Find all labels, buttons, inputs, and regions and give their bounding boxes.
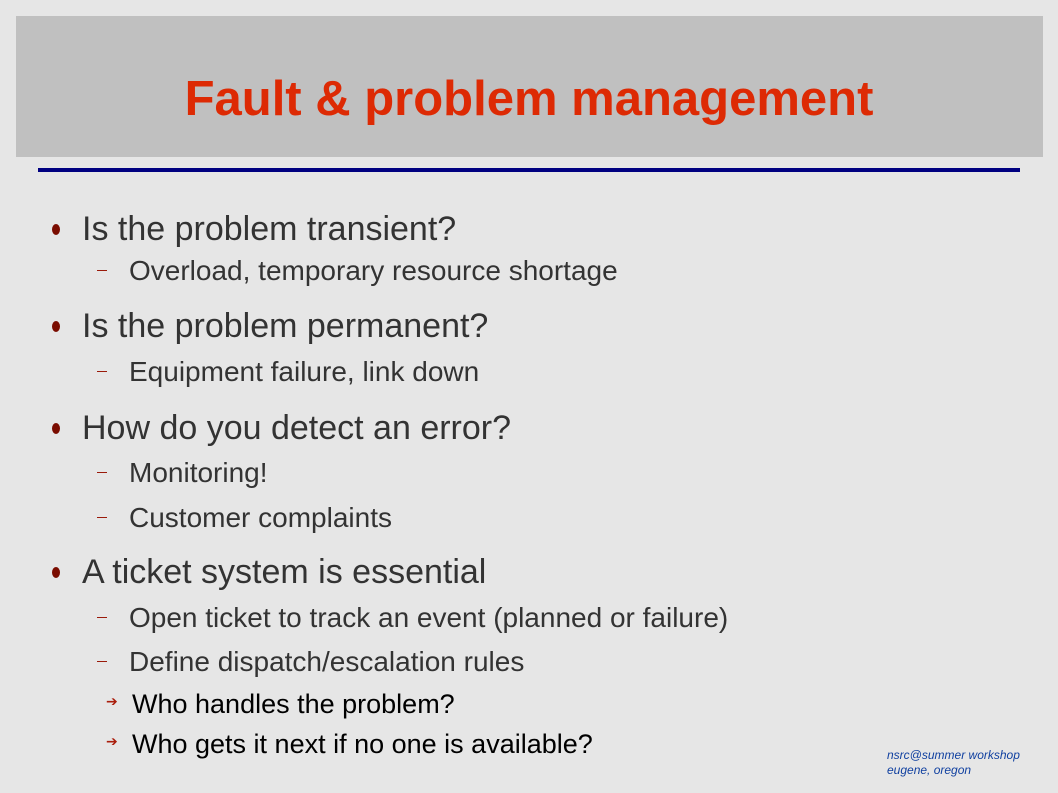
sub-bullet-text: Customer complaints (129, 502, 392, 533)
sub-bullet-item (129, 601, 728, 635)
round-bullet-icon (52, 321, 60, 332)
dash-icon (97, 517, 107, 518)
round-bullet-icon (52, 567, 60, 578)
sub-bullet-item (129, 645, 524, 679)
bullet-text: A ticket system is essential (82, 553, 487, 591)
sub-bullet-item (129, 355, 479, 389)
sub-sub-bullet-item (106, 728, 593, 760)
sub-bullet-item (129, 501, 392, 535)
right-arrow-icon: ➔ (106, 734, 118, 750)
sub-bullet-item (129, 456, 268, 490)
title-divider (38, 168, 1020, 172)
round-bullet-icon (52, 423, 60, 434)
sub-bullet-text: Monitoring! (129, 457, 268, 488)
bullet-text: How do you detect an error? (82, 409, 512, 447)
sub-bullet-text: Overload, temporary resource shortage (129, 255, 618, 286)
right-arrow-icon: ➔ (106, 694, 118, 710)
bullet-text: Is the problem transient? (82, 210, 457, 248)
dash-icon (97, 617, 107, 618)
round-bullet-icon (52, 224, 60, 235)
dash-icon (97, 270, 107, 271)
dash-icon (97, 472, 107, 473)
footer-line-2: eugene, oregon (887, 763, 972, 777)
dash-icon (97, 371, 107, 372)
footer-line-1: nsrc@summer workshop (887, 748, 1020, 762)
sub-bullet-text: Open ticket to track an event (planned or failure) (129, 602, 729, 633)
bullet-text: Is the problem permanent? (82, 307, 489, 345)
sub-sub-bullet-text: Who gets it next if no one is available? (132, 729, 593, 759)
sub-sub-bullet-item (106, 688, 455, 720)
bullet-item (82, 408, 511, 448)
bullet-item (82, 552, 486, 592)
footer (887, 748, 1020, 778)
bullet-item (82, 209, 456, 249)
slide-title: Fault & problem management (184, 72, 874, 126)
sub-bullet-text: Equipment failure, link down (129, 356, 480, 387)
dash-icon (97, 661, 107, 662)
sub-bullet-item (129, 254, 618, 288)
sub-sub-bullet-text: Who handles the problem? (132, 689, 455, 719)
bullet-item (82, 306, 488, 346)
sub-bullet-text: Define dispatch/escalation rules (129, 646, 525, 677)
